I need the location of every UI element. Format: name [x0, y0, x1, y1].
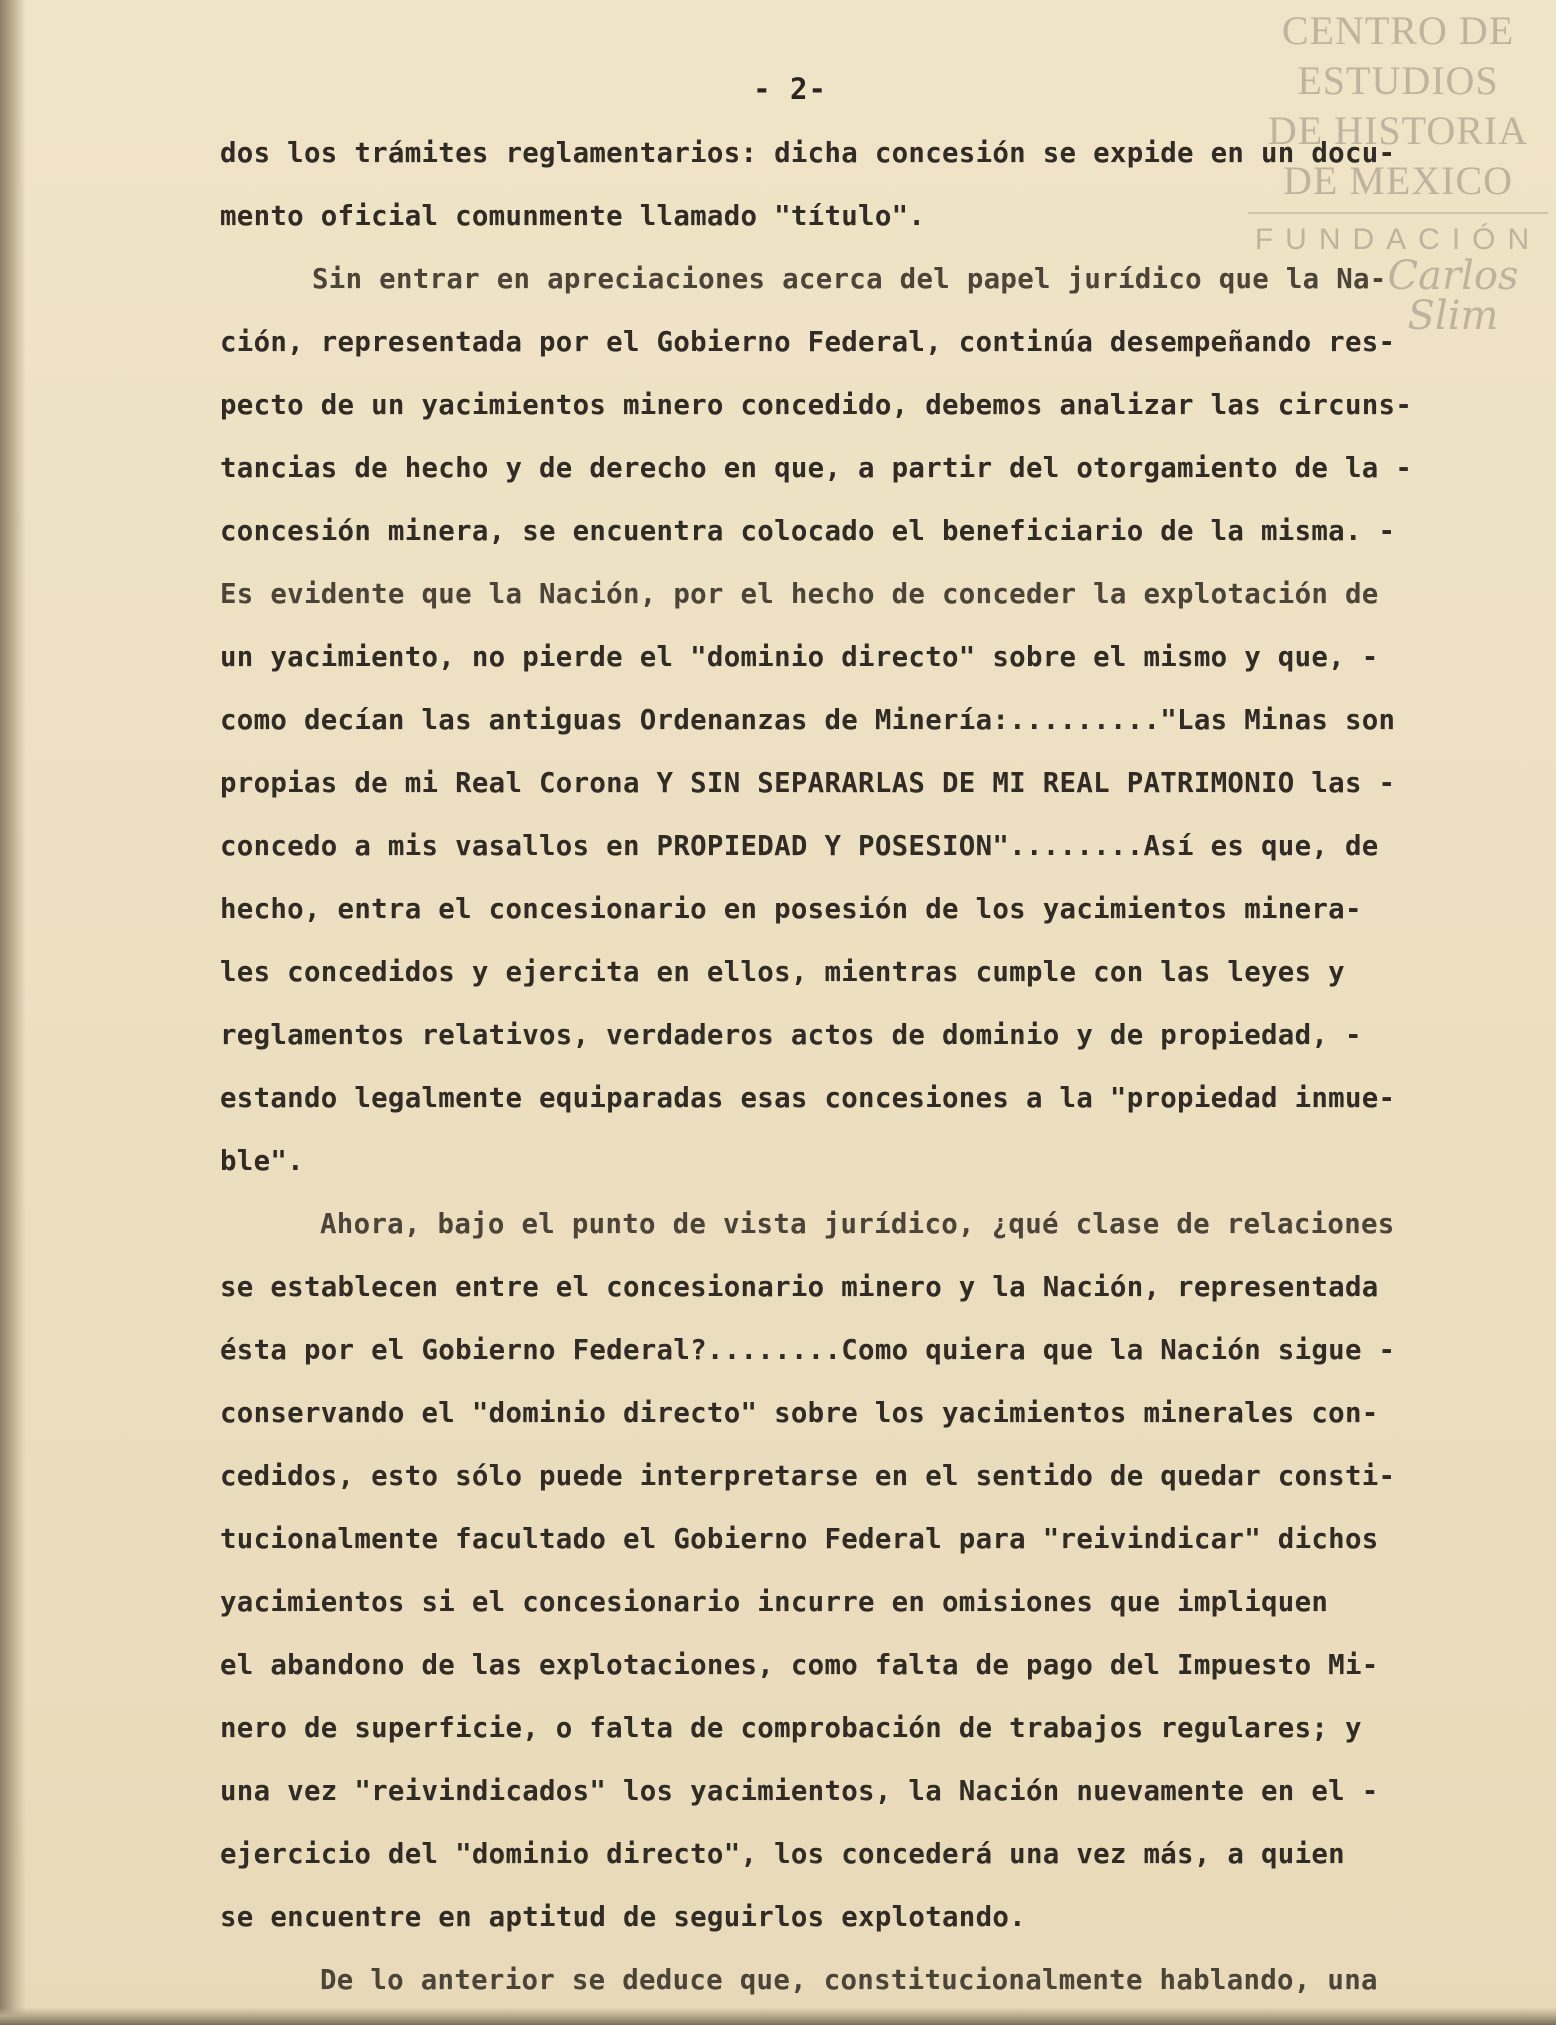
text-line: tancias de hecho y de derecho en que, a partir del otorgamiento de la -	[220, 453, 1413, 484]
text-line: como decían las antiguas Ordenanzas de Minería:........."Las Minas son	[220, 705, 1396, 736]
text-line: pecto de un yacimientos minero concedido, debemos analizar las circuns-	[220, 390, 1413, 421]
page-edge-shadow-left	[0, 0, 26, 2025]
watermark-line: ESTUDIOS	[1297, 58, 1499, 103]
text-line: conservando el "dominio directo" sobre los yacimientos minerales con-	[220, 1398, 1379, 1429]
text-line: les concedidos y ejercita en ellos, mientras cumple con las leyes y	[220, 957, 1345, 988]
watermark-line: DE HISTORIA	[1267, 108, 1529, 153]
text-line: nero de superficie, o falta de comprobación de trabajos regulares; y	[220, 1713, 1362, 1744]
watermark-signature: Carlos Slim	[1387, 253, 1519, 339]
text-line: concedo a mis vasallos en PROPIEDAD Y POSESION"........Así es que, de	[220, 831, 1379, 862]
text-line: ésta por el Gobierno Federal?........Como quiera que la Nación sigue -	[220, 1335, 1396, 1366]
text-line: propias de mi Real Corona Y SIN SEPARARLAS DE MI REAL PATRIMONIO las -	[220, 768, 1396, 799]
watermark-line: DE MEXICO	[1282, 158, 1514, 203]
text-line: Es evidente que la Nación, por el hecho de conceder la explotación de	[220, 579, 1379, 610]
page-edge-shadow-bottom	[0, 2007, 1556, 2025]
text-line: una vez "reivindicados" los yacimientos, la Nación nuevamente en el -	[220, 1776, 1379, 1807]
text-line: yacimientos si el concesionario incurre en omisiones que impliquen	[220, 1587, 1329, 1618]
text-line: Sin entrar en apreciaciones acerca del papel jurídico que la Na-	[312, 264, 1387, 295]
text-line: ejercicio del "dominio directo", los concederá una vez más, a quien	[220, 1839, 1345, 1870]
text-line: ción, representada por el Gobierno Federal, continúa desempeñando res-	[220, 327, 1396, 358]
text-line: ble".	[220, 1146, 304, 1177]
text-line: Ahora, bajo el punto de vista jurídico, ¿qué clase de relaciones	[320, 1209, 1395, 1240]
text-line: el abandono de las explotaciones, como falta de pago del Impuesto Mi-	[220, 1650, 1379, 1681]
text-line: concesión minera, se encuentra colocado el beneficiario de la misma. -	[220, 516, 1396, 547]
text-line: tucionalmente facultado el Gobierno Federal para "reivindicar" dichos	[220, 1524, 1379, 1555]
text-line: se encuentre en aptitud de seguirlos explotando.	[220, 1902, 1026, 1933]
text-line: estando legalmente equiparadas esas concesiones a la "propiedad inmue-	[220, 1083, 1396, 1114]
text-line: reglamentos relativos, verdaderos actos de dominio y de propiedad, -	[220, 1020, 1362, 1051]
text-line: se establecen entre el concesionario minero y la Nación, representada	[220, 1272, 1379, 1303]
watermark-foundation: FUNDACIÓN	[1248, 212, 1548, 262]
text-line: De lo anterior se deduce que, constitucionalmente hablando, una	[320, 1965, 1378, 1996]
text-line: un yacimiento, no pierde el "dominio directo" sobre el mismo y que, -	[220, 642, 1379, 673]
text-line: hecho, entra el concesionario en posesión de los yacimientos minera-	[220, 894, 1362, 925]
watermark-line: CENTRO DE	[1281, 8, 1515, 53]
page-number: - 2-	[753, 72, 827, 106]
text-line: mento oficial comunmente llamado "título".	[220, 201, 926, 232]
text-line: cedidos, esto sólo puede interpretarse en el sentido de quedar consti-	[220, 1461, 1396, 1492]
text-line: dos los trámites reglamentarios: dicha concesión se expide en un docu-	[220, 138, 1396, 169]
